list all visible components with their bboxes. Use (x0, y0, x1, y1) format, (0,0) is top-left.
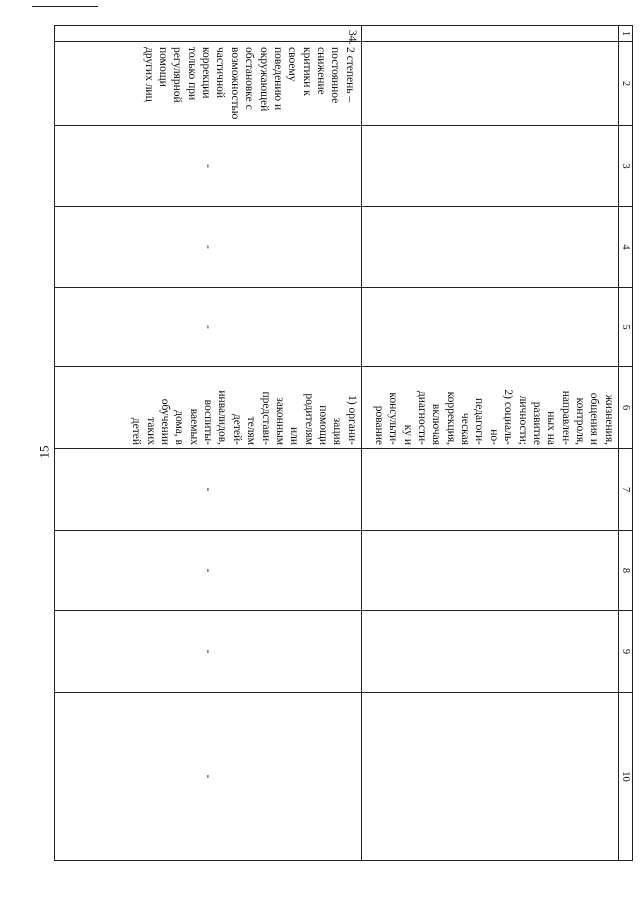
col-header-2: 2 (618, 42, 632, 126)
cell-dash-col10: - (54, 693, 361, 861)
text-line: общения и (588, 392, 601, 445)
text-line: воспиты- (202, 399, 215, 445)
table-row-34 (54, 26, 361, 861)
col-header-10: 10 (618, 693, 632, 861)
text-line: ваемых (187, 408, 200, 445)
text-line: диагности- (416, 390, 428, 445)
rotated-page (68, 25, 633, 860)
text-line: обучении (159, 398, 171, 445)
col-header-6: 6 (618, 367, 632, 449)
cell-empty (361, 611, 618, 693)
cell-empty (361, 531, 618, 611)
text-line: ческая (459, 412, 472, 445)
cell-dash-col4: - (54, 207, 361, 288)
text-line: контроля, (574, 397, 587, 445)
text-line: инвалидов, (216, 390, 229, 445)
text-line: направлен- (559, 390, 572, 445)
text-line: зация (331, 417, 344, 445)
col-header-5: 5 (618, 288, 632, 367)
text-line: консульти- (387, 392, 400, 445)
text-line: дома, в (173, 410, 186, 445)
text-line: рование (372, 405, 385, 445)
cell-empty (361, 449, 618, 531)
text-line: родителям (302, 393, 315, 445)
text-line: личности; (516, 395, 529, 445)
cell-dash-col7: - (54, 449, 361, 531)
col-header-3: 3 (618, 126, 632, 207)
col-header-8: 8 (618, 531, 632, 611)
table-row-continued (361, 26, 618, 861)
text-line: включая (430, 403, 443, 445)
cell-measures-row34 (54, 367, 361, 449)
text-line: детей (130, 417, 143, 445)
text-line: или (288, 426, 301, 445)
page-number: 15 (36, 445, 52, 459)
text-line: телям (245, 416, 258, 445)
cell-empty (361, 693, 618, 861)
cell-empty (361, 126, 618, 207)
cell-dash-col5: - (54, 288, 361, 367)
text-line: ных на (545, 411, 558, 445)
text-line: детей- (230, 413, 243, 445)
text-line: 2) социаль- (502, 389, 515, 445)
text-line: помощи (317, 405, 330, 445)
cell-empty (361, 207, 618, 288)
row-description: 2 степень – постоянное снижение критики к своему поведению и окружающей обстановке с возможностью частичной коррекции только при регулярной помощи других лиц (54, 42, 361, 126)
table-header-row (618, 26, 632, 861)
text-line: представи- (259, 391, 272, 445)
cell-dash-col9: - (54, 611, 361, 693)
cell-measures-continued (361, 367, 618, 449)
text-line: ку и (401, 424, 414, 445)
col-header-9: 9 (618, 611, 632, 693)
text-line: 1) органи- (345, 395, 358, 445)
data-table (54, 25, 633, 861)
cell-empty (361, 42, 618, 126)
row-number: 34. (54, 26, 361, 42)
text-line: но- (487, 429, 500, 445)
scan-mark (32, 6, 98, 7)
cell-empty (361, 26, 618, 42)
text-line: коррекция, (444, 391, 457, 445)
table-page (68, 25, 633, 860)
col-header-1: 1 (618, 26, 632, 42)
col-header-4: 4 (618, 207, 632, 288)
cell-empty (361, 288, 618, 367)
cell-dash-col3: - (54, 126, 361, 207)
text-line: жизнения, (602, 394, 615, 445)
text-line: развитие (531, 401, 543, 445)
text-line: педагоги- (473, 398, 486, 445)
cell-dash-col8: - (54, 531, 361, 611)
text-line: таких (144, 417, 157, 445)
text-line: законным (274, 397, 286, 445)
col-header-7: 7 (618, 449, 632, 531)
